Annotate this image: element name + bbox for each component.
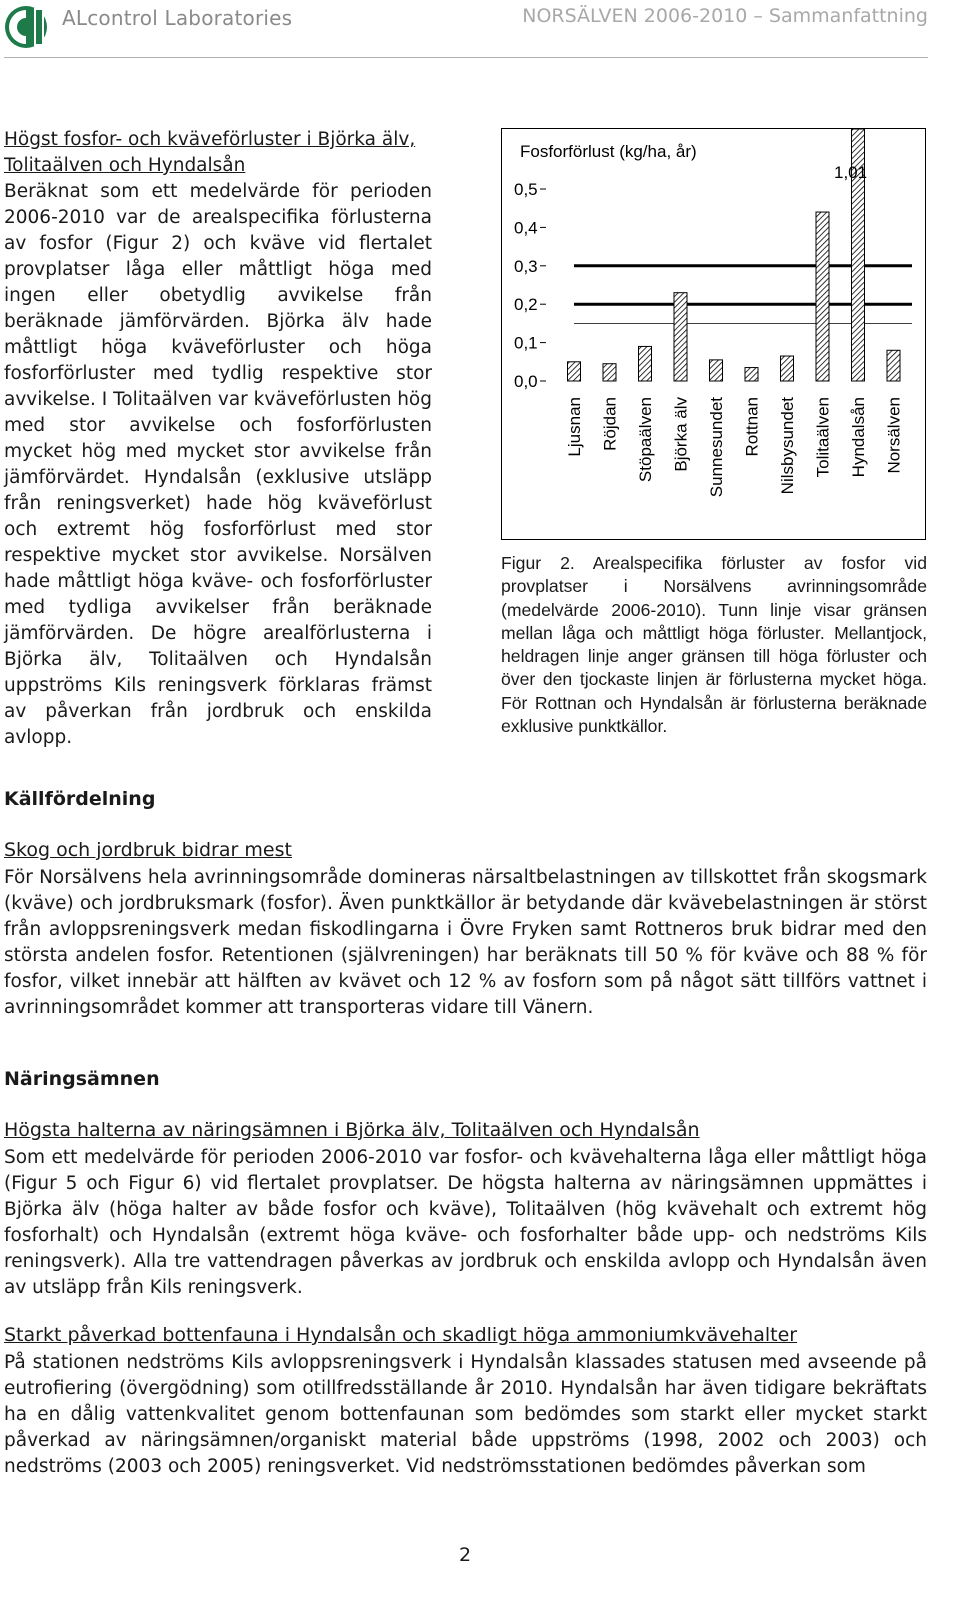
nutrients-subheading: Högsta halterna av näringsämnen i Björka älv, Tolitaälven och Hyndalsån	[4, 1119, 700, 1141]
x-tick-label: Norsälven	[884, 397, 904, 474]
logo-text: ALcontrol Laboratories	[62, 6, 293, 30]
x-tick-label: Sunnesundet	[707, 397, 726, 498]
nutrients-body: Som ett medelvärde för perioden 2006-2010 var fosfor- och kvävehalterna låga eller måttligt höga (Figur 5 och Figur 6) vid flertalet provplatser. De högsta halterna av näringsämnen uppmättes i Björka älv (höga halter av både fosfor och kväve), Tolitaälven (hög kvävehalt och extremt hög fosforhalt) och Hyndalsån (extremt höga kväve- och fosforhalter både upp- och nedströms Kils reningsverk). Alla tre vattendragen påverkas av jordbruk och enskilda avlopp och Hyndalsån även av utsläpp från Kils reningsverk.	[4, 1147, 927, 1298]
bar	[887, 350, 900, 381]
source-heading: Källfördelning	[4, 788, 156, 810]
bar-value-annotation: 1,01	[834, 163, 868, 182]
intro-heading-line1: Högst fosfor- och kväveförluster i Björka älv,	[4, 129, 416, 150]
x-tick-label: Tolitaälven	[813, 397, 833, 478]
x-tick-label: Ljusnan	[565, 397, 584, 457]
bar	[674, 293, 687, 381]
bottom-fauna-subheading: Starkt påverkad bottenfauna i Hyndalsån och skadligt höga ammoniumkvävehalter	[4, 1324, 798, 1346]
y-tick-label: 0,2	[514, 295, 538, 315]
y-tick-label: 0,4	[514, 218, 538, 238]
y-axis	[514, 180, 546, 391]
x-tick-label: Stöpaälven	[636, 397, 655, 483]
alcontrol-logo-icon	[4, 2, 56, 52]
bar	[745, 368, 758, 381]
y-tick-label: 0,5	[514, 180, 538, 199]
source-body: För Norsälvens hela avrinningsområde domineras närsaltbelastningen av tillskottet från skogsmark (kväve) och jordbruksmark (fosfor). Även punktkällor är betydande där kvävebelastningen är störst från avloppsreningsverk medan fiskodlingarna i Övre Fryken samt Rottneros bruk bidrar med den största andelen fosfor. Retentionen (självreningen) har beräknats till 50 % för kväve och 88 % för fosfor, vilket innebär att hälften av kvävet och 12 % av fosforn som på något sätt tillförs vattnet i avrinningsområdet kommer att transporteras vidare till Vänern.	[4, 867, 927, 1018]
x-labels	[565, 397, 904, 498]
chart-svg	[502, 129, 927, 541]
bar	[568, 362, 581, 381]
x-tick-label: Röjdan	[600, 397, 620, 451]
x-tick-label: Rottnan	[742, 397, 762, 457]
page-header	[0, 0, 960, 58]
document-title: NORSÄLVEN 2006-2010 – Sammanfattning	[522, 5, 928, 27]
figure-caption	[501, 552, 927, 738]
y-tick-label: 0,3	[514, 256, 538, 276]
intro-section	[4, 127, 432, 751]
bar	[603, 364, 616, 381]
bottom-fauna-body: På stationen nedströms Kils avloppsreningsverk i Hyndalsån klassades statusen med avseende på eutrofiering (övergödning) som otillfredsställande år 2010. Hyndalsån har även tidigare bekräftats ha en dålig vattenkvalitet genom bottenfaunan som bedömdes som starkt eller mycket starkt påverkad av näringsämnen/organiskt material både uppströms (1998, 2002 och 2003) och nedströms (2003 och 2005) reningsverket. Vid nedströmsstationen bedömdes påverkan som	[4, 1352, 927, 1477]
x-tick-label: Hyndalsån	[849, 397, 868, 478]
bar	[710, 360, 723, 381]
bar	[816, 212, 829, 381]
x-tick-label: Björka älv	[671, 397, 691, 472]
chart-title: Fosforförlust (kg/ha, år)	[520, 142, 697, 161]
intro-body: Beräknat som ett medelvärde för perioden 2006-2010 var de arealspecifika förlusterna av fosfor (Figur 2) och kväve vid flertalet provplatser låga eller måttligt höga med ingen eller obetydlig avvikelse från beräknade jämförvärden. Björka älv hade måttligt höga kväveförluster och höga fosforförluster med tydlig respektive stor avvikelse. I Tolitaälven var kväveförlusten hög med stor avvikelse och fosforförlusten mycket hög med mycket stor avvikelse från jämförvärdet. Hyndalsån (exklusive utsläpp från reningsverket) hade hög kväveförlust och extremt hög fosforförlust med stor respektive mycket stor avvikelse. Norsälven hade måttligt höga kväve- och fosforförluster med tydliga avvikelser från beräknade jämförvärden. De högre arealförlusterna i Björka älv, Tolitaälven och Hyndalsån uppströms Kils reningsverk förklaras främst av påverkan från jordbruk och enskilda avlopp.	[4, 181, 432, 748]
nutrients-heading: Näringsämnen	[4, 1068, 160, 1090]
y-tick-label: 0,0	[514, 372, 538, 391]
source-subheading: Skog och jordbruk bidrar mest	[4, 839, 292, 861]
bar	[781, 356, 794, 381]
y-tick-label: 0,1	[514, 333, 538, 353]
x-tick-label: Nilsbysundet	[778, 397, 797, 495]
intro-heading-line2: Tolitaälven och Hyndalsån	[4, 155, 246, 176]
header-divider	[4, 57, 928, 58]
figure-caption-text: Figur 2. Arealspecifika förluster av fosfor vid provplatser i Norsälvens avrinningsområde (medelvärde 2006-2010). Tunn linje visar gränsen mellan låga och måttligt höga förluster. Mellantjock, heldragen linje anger gränsen till höga förluster och över den tjockaste linjen är förlusterna mycket höga. För Rottnan och Hyndalsån är förlusterna beräknade exklusive punktkällor.	[501, 553, 927, 737]
page-number: 2	[458, 1544, 472, 1566]
bar	[639, 346, 652, 381]
phosphorus-loss-chart	[501, 128, 926, 540]
